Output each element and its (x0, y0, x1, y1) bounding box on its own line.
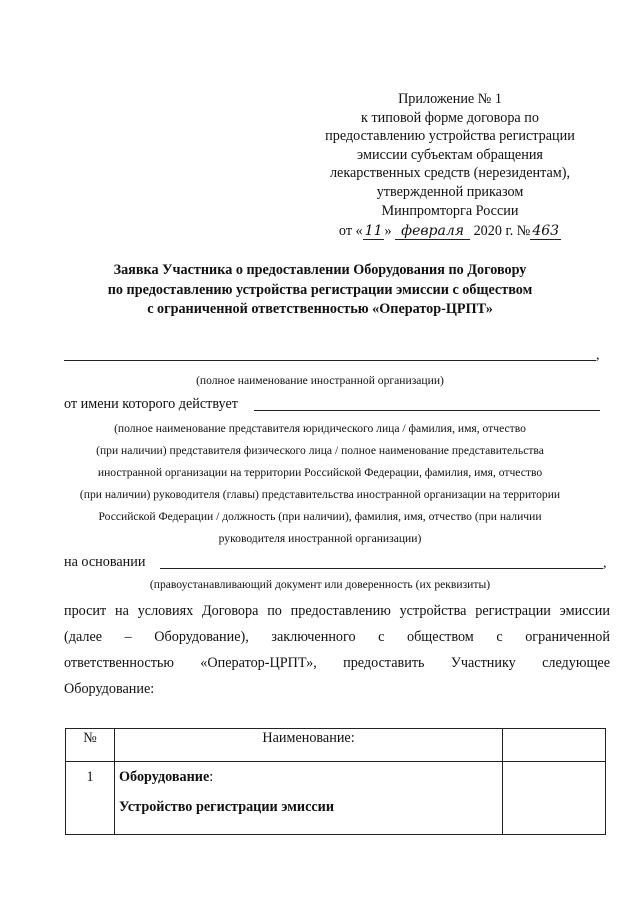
paragraph-line-1: просит на условиях Договора по предоставлению устройства регистрации эмиссии (64, 603, 610, 619)
date-year: 2020 г. № (473, 223, 531, 240)
header-number: № (66, 729, 115, 762)
title-line-1: Заявка Участника о предоставлении Оборудования по Договору (113, 262, 527, 278)
order-number-handwritten: 463 (532, 223, 560, 240)
row-number: 1 (66, 762, 115, 835)
title-line-2: по предоставлению устройства регистрации эмиссии с обществом (107, 281, 533, 298)
header-extra (503, 729, 606, 762)
row-name-cell (115, 762, 503, 835)
basis-field-line (160, 568, 603, 569)
date-month-handwritten: февраля (395, 223, 470, 240)
paragraph-line-2: (далее – Оборудование), заключенного с обществом с ограниченной (64, 629, 610, 645)
appendix-line-1: Приложение № 1 (398, 91, 502, 107)
rep-caption-line-1: (полное наименование представителя юридического лица / фамилия, имя, отчество (114, 422, 526, 435)
rep-caption-line-2: (при наличии) представителя физического лица / полное наименование представительства (96, 444, 544, 457)
appendix-line-5: лекарственных средств (нерезидентам), (329, 165, 571, 182)
org-name-field-line (64, 360, 596, 361)
appendix-header (300, 90, 600, 241)
basis-comma: , (603, 556, 607, 571)
appendix-line-3: предоставлению устройства регистрации (325, 128, 575, 145)
appendix-line-2: к типовой форме договора по (361, 109, 539, 126)
appendix-line-6: утвержденной приказом (376, 183, 524, 200)
table-row (66, 762, 606, 835)
paragraph-line-3: ответственностью «Оператор-ЦРПТ», предоставить Участнику следующее (64, 655, 610, 671)
basis-caption: (правоустанавливающий документ или доверенность (их реквизиты) (149, 578, 491, 591)
on-behalf-label: от имени которого действует (64, 396, 238, 412)
header-name: Наименование: (115, 729, 503, 762)
org-name-comma: , (596, 348, 600, 363)
date-mid: » (384, 223, 392, 240)
rep-caption-line-6: руководителя иностранной организации) (218, 532, 422, 545)
appendix-date-line (300, 222, 600, 241)
equipment-label-colon: : (209, 769, 214, 785)
table-header-row (66, 729, 606, 762)
request-paragraph (64, 598, 610, 702)
row-extra (503, 762, 606, 835)
date-day-handwritten: 11 (364, 223, 383, 240)
appendix-line-4: эмиссии субъектам обращения (357, 146, 543, 163)
document-title (40, 261, 600, 320)
date-prefix: от « (338, 223, 363, 240)
org-name-caption: (полное наименование иностранной организации) (196, 374, 444, 387)
basis-label: на основании (64, 554, 146, 570)
equipment-table (65, 728, 606, 835)
paragraph-line-4: Оборудование: (64, 681, 155, 697)
equipment-detail: Устройство регистрации эмиссии (119, 799, 335, 815)
rep-caption-line-4: (при наличии) руководителя (главы) представительства иностранной организации на территории (79, 488, 561, 501)
appendix-line-7: Минпромторга России (381, 202, 519, 219)
rep-caption-line-3: иностранной организации на территории Российской Федерации, фамилия, имя, отчество (97, 466, 543, 479)
rep-caption-line-5: Российской Федерации / должность (при наличии), фамилия, имя, отчество (при наличии (98, 510, 542, 523)
equipment-label: Оборудование (119, 769, 210, 785)
title-line-3: с ограниченной ответственностью «Оператор-ЦРПТ» (147, 301, 493, 317)
representative-field-line (254, 410, 600, 411)
